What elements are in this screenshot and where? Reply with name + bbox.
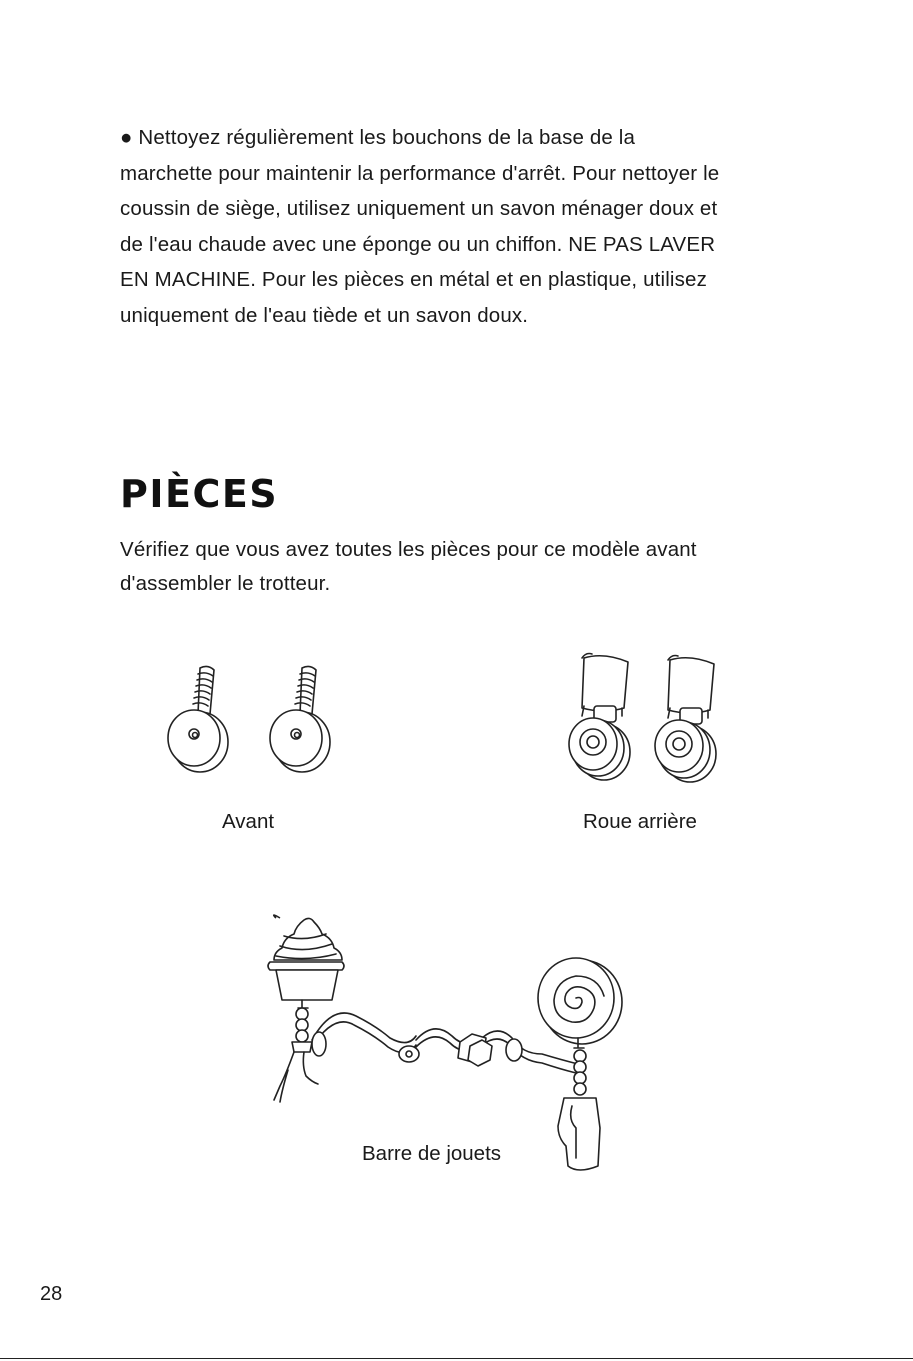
maintenance-line: ● Nettoyez régulièrement les bouchons de la base de la [120, 126, 636, 149]
rear-wheel [569, 654, 630, 781]
front-caster-wheels-illustration [160, 660, 350, 780]
front-caster-wheel [168, 666, 228, 772]
maintenance-line: de l'eau chaude avec une éponge ou un chiffon. NE PAS LAVER [120, 232, 716, 256]
maintenance-line: marchette pour maintenir la performance d'arrêt. Pour nettoyer le [120, 161, 720, 185]
front-caster-wheel [270, 666, 330, 772]
rear-wheel [655, 656, 716, 783]
toy-bar-illustration [262, 910, 642, 1180]
maintenance-line: coussin de siège, utilisez uniquement un savon ménager doux et [120, 197, 718, 220]
maintenance-paragraph [120, 120, 820, 333]
parts-intro-line: Vérifiez que vous avez toutes les pièces pour ce modèle avant [120, 538, 697, 561]
parts-intro-line: d'assembler le trotteur. [120, 572, 331, 595]
rear-wheels-illustration [560, 650, 730, 790]
maintenance-line: uniquement de l'eau tiède et un savon doux. [120, 303, 529, 327]
page-number: 28 [40, 1283, 63, 1305]
parts-intro [120, 533, 820, 601]
part-label-front: Avant [222, 810, 275, 833]
section-title: PIÈCES [120, 472, 279, 516]
cupcake-toy [268, 915, 344, 1102]
lollipop-toy [538, 958, 622, 1170]
maintenance-line: EN MACHINE. Pour les pièces en métal et en plastique, utilisez [120, 268, 707, 291]
part-label-rear: Roue arrière [583, 810, 697, 833]
bottom-rule [0, 1358, 913, 1359]
part-label-toy-bar: Barre de jouets [362, 1142, 502, 1165]
